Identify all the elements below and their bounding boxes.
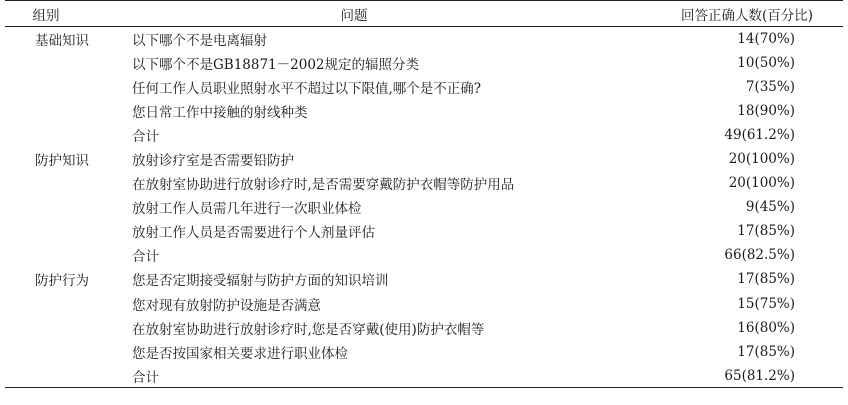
header-group: 组别 <box>5 1 117 27</box>
row-result: 17(85%) <box>737 343 795 360</box>
row-question: 在放射室协助进行放射诊疗时,您是否穿戴(使用)防护衣帽等 <box>132 321 485 338</box>
table-row <box>5 27 843 51</box>
table-row-subtotal <box>5 243 843 267</box>
table-row <box>5 340 843 364</box>
row-group <box>5 171 117 195</box>
row-question: 合计 <box>132 249 159 266</box>
row-result: 16(80%) <box>737 319 795 336</box>
row-result: 20(100%) <box>728 175 795 192</box>
row-group <box>5 364 117 388</box>
row-question: 您是否按国家相关要求进行职业体检 <box>132 345 348 362</box>
table-row <box>5 267 843 291</box>
row-result: 20(100%) <box>728 151 795 168</box>
table-row <box>5 147 843 171</box>
row-question: 您对现有放射防护设施是否满意 <box>132 297 321 314</box>
header-question: 问题 <box>117 1 631 27</box>
row-result: 65(81.2%) <box>631 364 843 388</box>
row-question: 放射工作人员需几年进行一次职业体检 <box>132 201 362 218</box>
row-result: 7(35%) <box>745 78 795 95</box>
table-row-subtotal <box>5 123 843 147</box>
row-question: 放射工作人员是否需要进行个人剂量评估 <box>132 225 375 242</box>
row-question: 您日常工作中接触的射线种类 <box>132 104 308 121</box>
row-question: 您是否定期接受辐射与防护方面的知识培训 <box>132 273 389 290</box>
row-group: 防护行为 <box>35 273 89 290</box>
row-group <box>5 195 117 219</box>
table-row <box>5 195 843 219</box>
row-question: 在放射室协助进行放射诊疗时,是否需要穿戴防护衣帽等防护用品 <box>132 177 515 194</box>
table-row <box>5 99 843 123</box>
table-body <box>5 27 843 388</box>
table-row <box>5 171 843 195</box>
survey-results-table <box>5 0 843 388</box>
row-group <box>5 219 117 243</box>
row-group <box>5 75 117 99</box>
row-result: 17(85%) <box>737 223 795 240</box>
row-result: 9(45%) <box>745 199 795 216</box>
row-question: 放射诊疗室是否需要铅防护 <box>132 153 294 170</box>
row-group <box>5 99 117 123</box>
row-group <box>5 340 117 364</box>
header-result: 回答正确人数(百分比) <box>631 1 843 27</box>
row-group <box>5 292 117 316</box>
row-result: 15(75%) <box>737 295 795 312</box>
table-row <box>5 316 843 340</box>
table-row-subtotal <box>5 364 843 388</box>
row-question: 任何工作人员职业照射水平不超过以下限值,哪个是不正确? <box>132 80 482 97</box>
row-group <box>5 243 117 267</box>
row-result: 66(82.5%) <box>724 247 795 264</box>
row-question: 以下哪个不是GB18871－2002规定的辐照分类 <box>132 56 420 73</box>
row-group: 防护知识 <box>35 153 89 170</box>
row-result: 10(50%) <box>737 54 795 71</box>
row-question: 合计 <box>132 128 159 145</box>
row-group: 基础知识 <box>35 32 89 49</box>
table-row <box>5 292 843 316</box>
row-result: 14(70%) <box>737 30 795 47</box>
table-row <box>5 75 843 99</box>
row-group <box>5 123 117 147</box>
row-group <box>5 51 117 75</box>
row-result: 49(61.2%) <box>724 126 795 143</box>
row-group <box>5 316 117 340</box>
row-question: 合计 <box>117 364 631 388</box>
table-header-row <box>5 1 843 27</box>
row-question: 以下哪个不是电离辐射 <box>132 32 267 49</box>
table-row <box>5 219 843 243</box>
table-row <box>5 51 843 75</box>
row-result: 17(85%) <box>737 271 795 288</box>
row-result: 18(90%) <box>737 102 795 119</box>
